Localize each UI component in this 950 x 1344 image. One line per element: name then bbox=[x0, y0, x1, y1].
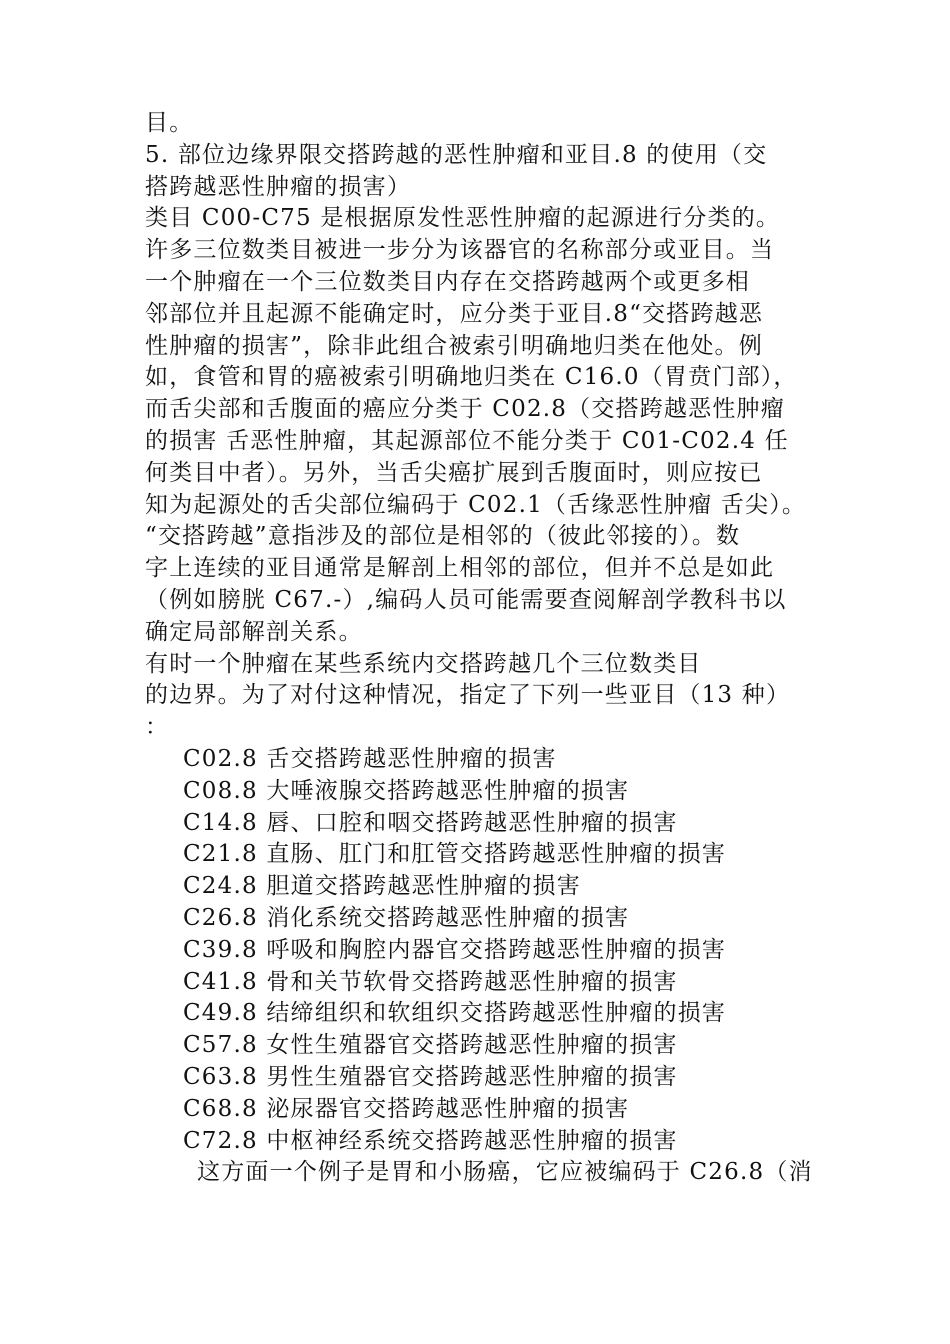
text-line: 知为起源处的舌尖部位编码于 C02.1（舌缘恶性肿瘤 舌尖）。 bbox=[145, 491, 807, 518]
list-item: C08.8 大唾液腺交搭跨越恶性肿瘤的损害 bbox=[183, 777, 630, 804]
text-line: 许多三位数类目被进一步分为该器官的名称部分或亚目。当 bbox=[145, 237, 775, 264]
list-item: C24.8 胆道交搭跨越恶性肿瘤的损害 bbox=[183, 873, 581, 900]
text-line: （例如膀胱 C67.-）,编码人员可能需要查阅解剖学教科书以 bbox=[145, 586, 787, 613]
list-item: C72.8 中枢神经系统交搭跨越恶性肿瘤的损害 bbox=[183, 1127, 678, 1154]
text-line: 邻部位并且起源不能确定时，应分类于亚目.8“交搭跨越恶 bbox=[145, 300, 764, 327]
list-item: C14.8 唇、口腔和咽交搭跨越恶性肿瘤的损害 bbox=[183, 809, 678, 836]
list-item: C39.8 呼吸和胸腔内器官交搭跨越恶性肿瘤的损害 bbox=[183, 936, 727, 963]
section-heading-line: 5. 部位边缘界限交搭跨越的恶性肿瘤和亚目.8 的使用（交 bbox=[145, 141, 768, 168]
text-line: 确定局部解剖关系。 bbox=[145, 618, 363, 645]
section-heading-line: 搭跨越恶性肿瘤的损害） bbox=[145, 173, 412, 200]
text-line: ： bbox=[145, 714, 170, 741]
list-item: C41.8 骨和关节软骨交搭跨越恶性肿瘤的损害 bbox=[183, 968, 678, 995]
text-line: 的损害 舌恶性肿瘤，其起源部位不能分类于 C01-C02.4 任 bbox=[145, 427, 789, 454]
list-item: C57.8 女性生殖器官交搭跨越恶性肿瘤的损害 bbox=[183, 1032, 678, 1059]
text-line: 类目 C00-C75 是根据原发性恶性肿瘤的起源进行分类的。 bbox=[145, 205, 781, 232]
document-body bbox=[145, 108, 817, 1189]
text-line: 有时一个肿瘤在某些系统内交搭跨越几个三位数类目 bbox=[145, 650, 702, 677]
text-line: 这方面一个例子是胃和小肠癌，它应被编码于 C26.8（消 bbox=[197, 1159, 813, 1186]
text-line: “交搭跨越”意指涉及的部位是相邻的（彼此邻接的）。数 bbox=[145, 523, 741, 550]
list-item: C68.8 泌尿器官交搭跨越恶性肿瘤的损害 bbox=[183, 1095, 630, 1122]
text-line: 何类目中者）。另外，当舌尖癌扩展到舌腹面时，则应按已 bbox=[145, 459, 763, 486]
text-line: 而舌尖部和舌腹面的癌应分类于 C02.8（交搭跨越恶性肿瘤 bbox=[145, 396, 785, 423]
list-item: C26.8 消化系统交搭跨越恶性肿瘤的损害 bbox=[183, 904, 630, 931]
text-line: 字上连续的亚目通常是解剖上相邻的部位，但并不总是如此 bbox=[145, 555, 775, 582]
list-item: C49.8 结缔组织和软组织交搭跨越恶性肿瘤的损害 bbox=[183, 1000, 727, 1027]
text-line: 性肿瘤的损害”，除非此组合被索引明确地归类在他处。例 bbox=[145, 332, 763, 359]
text-line: 一个肿瘤在一个三位数类目内存在交搭跨越两个或更多相 bbox=[145, 268, 750, 295]
list-item: C21.8 直肠、肛门和肛管交搭跨越恶性肿瘤的损害 bbox=[183, 841, 727, 868]
list-item: C63.8 男性生殖器官交搭跨越恶性肿瘤的损害 bbox=[183, 1063, 678, 1090]
text-line: 如，食管和胃的癌被索引明确地归类在 C16.0（胃贲门部）， bbox=[145, 364, 798, 391]
list-item: C02.8 舌交搭跨越恶性肿瘤的损害 bbox=[183, 745, 557, 772]
text-line: 目。 bbox=[145, 110, 194, 136]
text-line: 的边界。为了对付这种情况，指定了下列一些亚目（13 种） bbox=[145, 682, 791, 709]
